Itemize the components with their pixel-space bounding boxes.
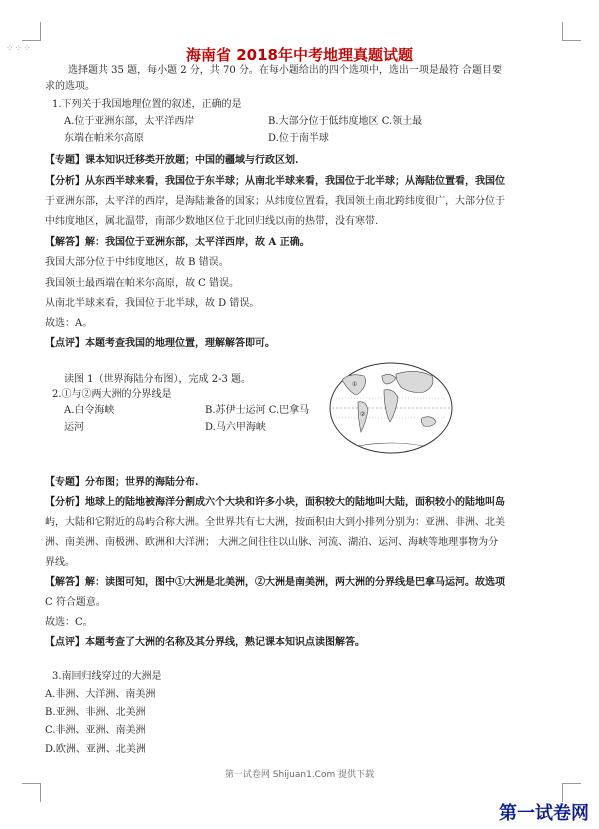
document-title: 海南省 2018年中考地理真题试题 (186, 46, 413, 64)
text-line: 洲、南美洲、南极洲、欧洲和大洋洲； 大洲之间往往以山脉、河流、湖泊、运河、海峡等地理事物为分 (45, 537, 499, 548)
text-line: 故选：A。 (45, 318, 93, 329)
side-marks: ⁘⁘⁘ (6, 44, 32, 54)
text-line: 【分析】从东西半球来看，我国位于东半球；从南北半球来看，我国位于北半球；从海陆位置看，我国位 (45, 176, 505, 187)
text-line: A.白令海峡 (64, 405, 115, 416)
text-line: 3.南回归线穿过的大洲是 (52, 671, 162, 682)
text-line: A.非洲、大洋洲、南美洲 (45, 689, 156, 700)
text-line: 1.下列关于我国地理位置的叙述，正确的是 (52, 99, 242, 110)
text-line: 2.①与②两大洲的分界线是 (52, 389, 172, 400)
text-line: 屿，大陆和它附近的岛屿合称大洲。全世界共有七大洲，按面积由大到小排列分别为：亚洲、非洲、北美 (45, 517, 505, 528)
text-line: 从南北半球来看，我国位于北半球，故 D 错误。 (45, 298, 260, 309)
text-line: 运河 (64, 422, 84, 433)
text-line: 【点评】本题考查了大洲的名称及其分界线，熟记课本知识点读图解答。 (45, 637, 365, 648)
text-line: D.位于南半球 (268, 133, 329, 144)
text-line: D.欧洲、亚洲、北美洲 (45, 744, 146, 755)
text-line: C.非洲、亚洲、南美洲 (45, 725, 146, 736)
text-line: 读图 1（世界海陆分布图），完成 2-3 题。 (64, 374, 252, 385)
text-line: 选择题共 35 题，每小题 2 分，共 70 分。在每小题给出的四个选项中，选出一项是最符 合题目要 (68, 65, 503, 76)
crop-mark-top-right (562, 22, 581, 41)
text-line: 【专题】课本知识迁移类开放题；中国的疆域与行政区划. (45, 155, 299, 166)
text-line: 中纬度地区，属北温带，南部少数地区位于北回归线以南的热带，没有寒带. (45, 216, 379, 227)
text-line: B.大部分位于低纬度地区 C.领土最 (268, 116, 423, 127)
text-line: 我国领土最西端在帕米尔高原，故 C 错误。 (45, 278, 240, 289)
text-line: B.亚洲、非洲、北美洲 (45, 707, 146, 718)
text-line: 【解答】解：我国位于亚洲东部，太平洋西岸，故 A 正确。 (45, 237, 310, 248)
page-footer: 第一试卷网 Shijuan1.Com 提供下载 (224, 770, 375, 780)
text-line: 于亚洲东部，太平洋的西岸，是海陆兼备的国家；从纬度位置看，我国领土南北跨纬度很广，大部分位于 (45, 196, 505, 207)
svg-text:②: ② (360, 411, 366, 418)
text-line: D.马六甲海峡 (205, 422, 266, 433)
site-logo: 第一试卷网 (499, 803, 589, 824)
text-line: 【解答】解：读图可知，图中①大洲是北美洲，②大洲是南美洲，两大洲的分界线是巴拿马运河。故选项 (45, 577, 505, 588)
text-line: B.苏伊士运河 C.巴拿马 (205, 405, 310, 416)
text-line: 界线。 (45, 557, 75, 568)
text-line: 【分析】地球上的陆地被海洋分割成六个大块和许多小块，面积较大的陆地叫大陆，面积较小的陆地叫岛 (45, 497, 505, 508)
svg-text:①: ① (352, 381, 358, 388)
text-line: 故选：C。 (45, 617, 93, 628)
text-line: 我国大部分位于中纬度地区，故 B 错误。 (45, 257, 229, 268)
text-line: A.位于亚洲东部，太平洋西岸 (64, 116, 195, 127)
crop-mark-top-left (22, 22, 41, 41)
text-line: 【专题】分布图；世界的海陆分布. (45, 477, 199, 488)
text-line: C 符合题意。 (45, 597, 106, 608)
text-line: 求的选项。 (45, 81, 95, 92)
crop-mark-bottom-left (22, 783, 41, 802)
text-line: 【点评】本题考查我国的地理位置，理解解答即可。 (45, 338, 275, 349)
world-map-figure (328, 360, 454, 456)
text-line: 东端在帕米尔高原 (64, 133, 144, 144)
